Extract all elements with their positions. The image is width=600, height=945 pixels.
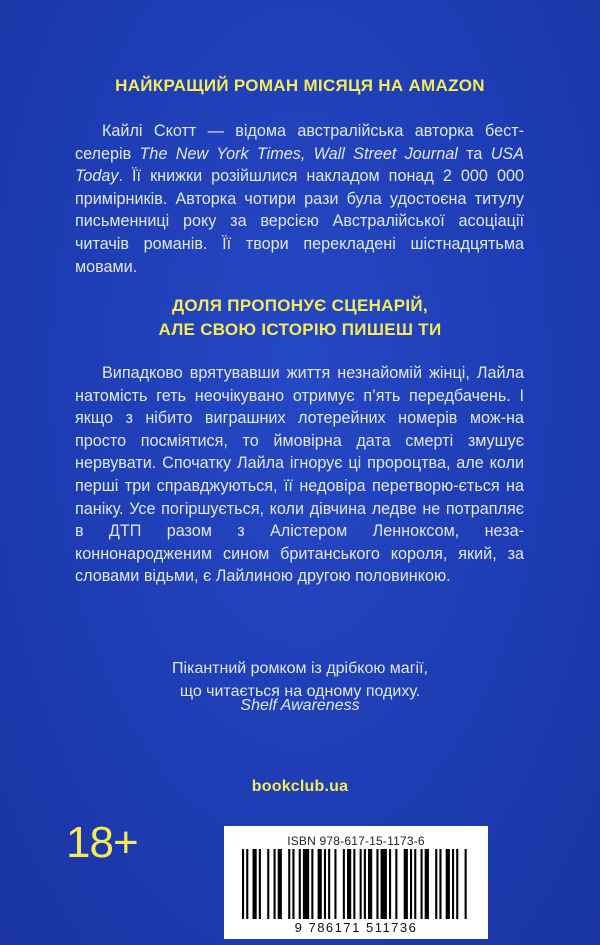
barcode-bar — [452, 849, 454, 919]
barcode-bar — [395, 849, 397, 919]
quote-line-2: що читається на одному подиху. — [179, 683, 421, 700]
barcode-bar — [292, 849, 294, 919]
synopsis-text: Випадково врятувавши життя незнайомій жінці, Лайла натомість геть неочікувано отримує п’ять передбачень. І якщо з нібито виграшних лотерейних номерів мож-на просто посміятися, то ймовірна дата смерті змушує нервувати. Спочатку Лайла ігнорує ці пророцтва, але коли перші три справджуються, її недовіра перетворю-ється на паніку. Усе погіршується, коли дівчина ледве не потрапляє в ДТП разом з Алістером Ленноксом, неза-коннонародженим сином британського короля, який, за словами відьми, є Лайлиною другою половинкою. — [75, 364, 524, 586]
barcode-bar — [259, 849, 261, 919]
barcode-bar — [364, 849, 366, 919]
tagline-line-1: ДОЛЯ ПРОПОНУЄ СЦЕНАРІЙ, — [172, 296, 428, 315]
barcode-bar — [425, 849, 429, 919]
barcode-bar — [343, 849, 345, 919]
barcode-bar — [347, 849, 351, 919]
tagline-line-2: АЛЕ СВОЮ ІСТОРІЮ ПИШЕШ ТИ — [158, 320, 442, 339]
barcode-bar — [456, 849, 458, 919]
barcode-bar — [410, 849, 412, 919]
age-rating-badge: 18+ — [66, 818, 138, 867]
barcode-graphic — [224, 849, 488, 921]
top-heading: НАЙКРАЩИЙ РОМАН МІСЯЦЯ НА AMAZON — [115, 76, 485, 95]
barcode-bar — [439, 849, 441, 919]
quote-source — [0, 694, 600, 718]
barcode-bar — [376, 849, 378, 919]
barcode-bar — [465, 849, 467, 919]
bio-part-1: Кайлі Скотт — відома австралійська авторка бест-селерів — [75, 122, 524, 163]
barcode-bar — [435, 849, 437, 919]
barcode-bar — [274, 849, 276, 919]
barcode-bar — [328, 849, 330, 919]
bio-publications: The New York Times, Wall Street Journal — [139, 144, 458, 163]
barcode-bar — [253, 849, 257, 919]
barcode-bar — [242, 849, 244, 919]
barcode-bar — [446, 849, 450, 919]
barcode-bar — [288, 849, 290, 919]
barcode-bar — [303, 849, 309, 919]
quote-source-text: Shelf Awareness — [240, 697, 360, 714]
quote-line-1: Пікантний ромком із дрібкою магії, — [172, 660, 428, 677]
barcode-bar — [421, 849, 423, 919]
barcode-bar — [246, 849, 248, 919]
bio-part-2: та — [457, 144, 491, 163]
website-link[interactable]: bookclub.ua — [251, 778, 349, 795]
barcode-bar — [353, 849, 355, 919]
barcode-bar — [368, 849, 372, 919]
isbn-label: ISBN 978-617-15-1173-6 — [287, 834, 425, 848]
bio-usa-today: USA Today — [75, 144, 524, 186]
isbn-barcode-box — [224, 826, 488, 939]
barcode-bar — [381, 849, 387, 919]
bio-part-3: . Її книжки розійшлися накладом понад 2 000 000 примірників. Авторка чотири рази була удостоєна титулу письменниці року за версією Австралійської асоціації читачів романів. Її твори перекладені шістнадцятьма мовами. — [75, 167, 524, 276]
barcode-bar — [318, 849, 322, 919]
barcode-bar — [389, 849, 391, 919]
author-bio — [75, 120, 524, 278]
barcode-bar — [311, 849, 313, 919]
barcode-bar — [324, 849, 326, 919]
barcode-bar — [404, 849, 408, 919]
barcode-bar — [414, 849, 416, 919]
barcode-bar — [334, 849, 336, 919]
synopsis — [75, 362, 524, 588]
barcode-bar — [267, 849, 269, 919]
barcode-bar — [278, 849, 282, 919]
barcode-number: 9 786171 511736 — [294, 920, 418, 935]
barcode-bar — [299, 849, 301, 919]
barcode-bar — [360, 849, 362, 919]
